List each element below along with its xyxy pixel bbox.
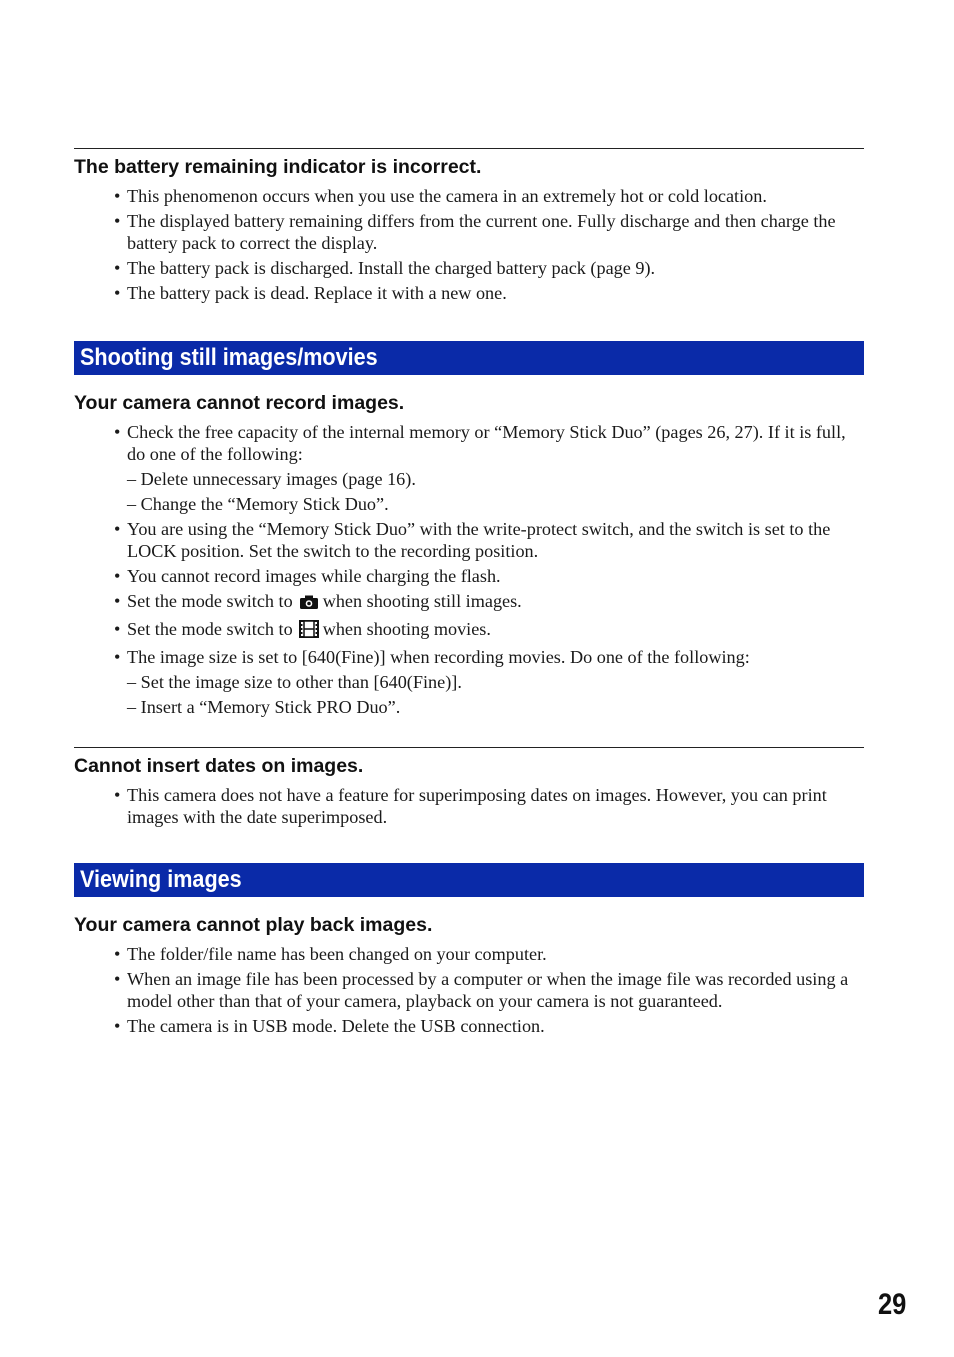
section-heading: Cannot insert dates on images.	[74, 755, 364, 777]
list-item: • You are using the “Memory Stick Duo” with the write-protect switch, and the switch is set to the LOCK position. Set the switch to the recording position.	[114, 519, 831, 561]
list-item: • Set the mode switch to when shooting movies.	[114, 618, 864, 643]
list-item: • The image size is set to [640(Fine)] when recording movies. Do one of the following:	[114, 647, 750, 667]
sub-item: – Insert a “Memory Stick PRO Duo”.	[127, 697, 401, 717]
camera-icon	[299, 593, 319, 615]
list-item: • Check the free capacity of the internal memory or “Memory Stick Duo” (pages 26, 27). If it is full, do one of the following:	[114, 422, 846, 464]
section-band: Viewing images	[74, 863, 864, 897]
list-item: • The displayed battery remaining differs from the current one. Fully discharge and then charge the battery pack to correct the display.	[114, 211, 836, 253]
list-item: • When an image file has been processed by a computer or when the image file was recorded using a model other than that of your camera, playback on your camera is not guaranteed.	[114, 969, 849, 1011]
page-content	[74, 148, 864, 1040]
list-item: • The battery pack is dead. Replace it with a new one.	[114, 283, 507, 303]
section-heading: Your camera cannot play back images.	[74, 914, 433, 936]
film-icon	[299, 620, 319, 643]
sub-item: – Delete unnecessary images (page 16).	[127, 469, 416, 489]
list-item: • The battery pack is discharged. Install the charged battery pack (page 9).	[114, 258, 656, 278]
section-divider	[74, 148, 864, 149]
list-item: • This phenomenon occurs when you use the camera in an extremely hot or cold location.	[114, 186, 767, 206]
bullet-list	[74, 518, 864, 668]
list-item: • Set the mode switch to when shooting still images.	[114, 590, 864, 615]
section-divider	[74, 747, 864, 748]
bullet-list	[74, 784, 864, 828]
section-heading: The battery remaining indicator is incorrect.	[74, 156, 482, 178]
section-band: Shooting still images/movies	[74, 341, 864, 375]
list-item: • The camera is in USB mode. Delete the USB connection.	[114, 1016, 545, 1036]
bullet-list	[74, 185, 864, 304]
list-item: • You cannot record images while charging the flash.	[114, 566, 501, 586]
list-item: • The folder/file name has been changed on your computer.	[114, 944, 547, 964]
page-number: 29	[878, 1288, 907, 1321]
bullet-list	[74, 421, 864, 465]
section-heading: Your camera cannot record images.	[74, 392, 405, 414]
list-item: • This camera does not have a feature for superimposing dates on images. However, you can print images with the date superimposed.	[114, 785, 827, 827]
sub-item: – Set the image size to other than [640(Fine)].	[127, 672, 462, 692]
sub-item: – Change the “Memory Stick Duo”.	[127, 494, 389, 514]
bullet-list	[74, 943, 864, 1037]
